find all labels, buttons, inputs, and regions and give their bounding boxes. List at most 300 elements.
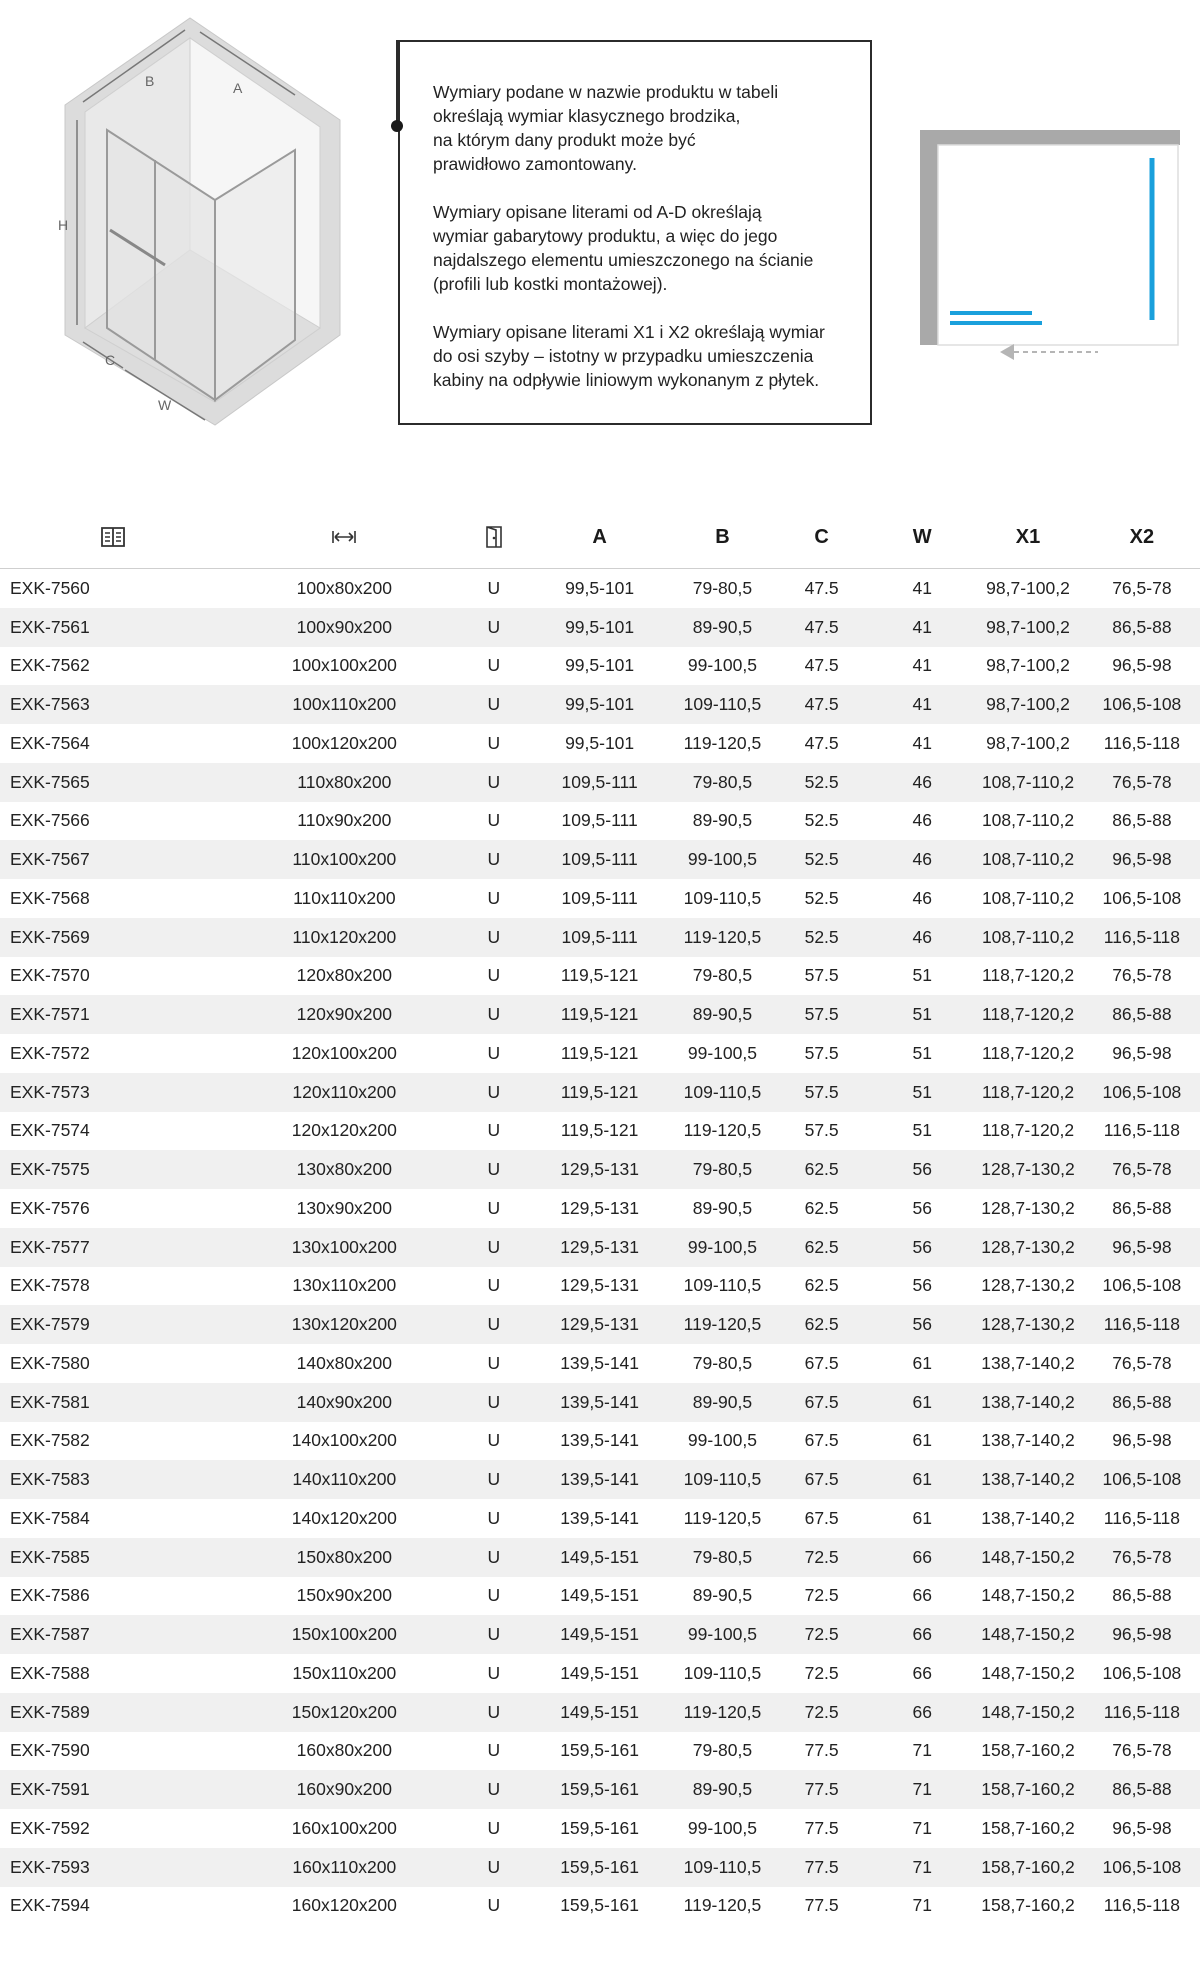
dimension-c-cell: 67.5 — [804, 1507, 839, 1528]
table-row — [0, 608, 1200, 647]
dimension-w-cell: 66 — [912, 1662, 932, 1683]
dimension-x2-cell: 86,5-88 — [1112, 810, 1172, 831]
shower-tray-size-cell: 160x100x200 — [291, 1817, 397, 1838]
note-accent-bar — [396, 40, 400, 125]
dimension-b-cell: 79-80,5 — [674, 1150, 771, 1189]
dimension-b-cell: 109-110,5 — [674, 685, 771, 724]
door-type-cell: U — [462, 1383, 525, 1422]
shower-tray-size-cell: 100x90x200 — [227, 608, 463, 647]
dimension-x1-cell: 118,7-120,2 — [972, 1073, 1084, 1112]
shower-tray-size-cell: 120x80x200 — [296, 965, 393, 986]
dimension-x1-cell: 108,7-110,2 — [972, 763, 1084, 802]
dimension-x2-cell: 86,5-88 — [1112, 1197, 1172, 1218]
dimension-x1-cell: 118,7-120,2 — [981, 1042, 1075, 1063]
shower-tray-size-cell: 130x80x200 — [227, 1150, 463, 1189]
product-code-cell: EXK-7589 — [0, 1693, 227, 1732]
table-row — [0, 1460, 1200, 1499]
dimension-c-cell: 77.5 — [804, 1895, 839, 1916]
door-type-cell: U — [487, 1042, 501, 1063]
shower-tray-size-cell: 120x120x200 — [291, 1120, 397, 1141]
shower-tray-size-cell: 160x80x200 — [296, 1740, 393, 1761]
label-c: C — [105, 352, 116, 368]
table-row — [0, 1383, 1200, 1422]
door-type-cell: U — [462, 763, 525, 802]
table-row — [0, 1887, 1200, 1926]
dimension-x1-cell: 128,7-130,2 — [972, 1150, 1084, 1189]
header-a: A — [525, 506, 673, 569]
shower-tray-size-cell: 110x120x200 — [227, 918, 463, 957]
door-type-cell: U — [462, 918, 525, 957]
product-code-cell: EXK-7586 — [10, 1585, 90, 1606]
dimension-a-cell: 159,5-161 — [525, 1848, 673, 1887]
product-code-cell: EXK-7561 — [0, 608, 227, 647]
door-type-cell: U — [487, 732, 501, 753]
dimension-w-cell: 66 — [872, 1538, 972, 1577]
dimension-x1-cell: 98,7-100,2 — [986, 655, 1070, 676]
dimension-x2-cell: 106,5-108 — [1084, 1460, 1200, 1499]
table-row — [0, 1189, 1200, 1228]
product-code-cell: EXK-7572 — [10, 1042, 90, 1063]
dimension-a-cell: 119,5-121 — [525, 995, 673, 1034]
dimension-c-cell: 57.5 — [804, 1120, 839, 1141]
dimension-w-cell: 51 — [912, 1042, 932, 1063]
shower-tray-size-cell: 140x90x200 — [227, 1383, 463, 1422]
dimension-a-cell: 139,5-141 — [560, 1430, 640, 1451]
dimension-x1-cell: 148,7-150,2 — [972, 1615, 1084, 1654]
shower-tray-size-cell: 140x80x200 — [296, 1352, 393, 1373]
dimension-b-cell: 79-80,5 — [692, 1352, 753, 1373]
product-code-cell: EXK-7569 — [0, 918, 227, 957]
dimension-b-cell: 79-80,5 — [692, 965, 753, 986]
dimension-x2-cell: 96,5-98 — [1112, 1042, 1172, 1063]
product-code-cell: EXK-7560 — [10, 577, 90, 598]
dimension-w-cell: 56 — [872, 1150, 972, 1189]
shower-tray-size-cell: 130x100x200 — [227, 1228, 463, 1267]
dimension-x2-cell: 86,5-88 — [1112, 1585, 1172, 1606]
dimension-x2-cell: 86,5-88 — [1084, 1383, 1200, 1422]
dimension-w-cell: 46 — [872, 840, 972, 879]
table-row — [0, 1577, 1200, 1616]
dimension-x1-cell: 128,7-130,2 — [981, 1275, 1075, 1296]
note-paragraph-2: Wymiary opisane literami od A-D określają wymiar gabarytowy produktu, a więc do jego najdalszego elementu umieszczonego na ścianie (profili lub kostki montażowej). — [433, 202, 814, 294]
product-code-cell: EXK-7594 — [10, 1895, 90, 1916]
dimension-c-cell: 57.5 — [804, 1042, 839, 1063]
table-row — [0, 1693, 1200, 1732]
dimension-x1-cell: 98,7-100,2 — [972, 685, 1084, 724]
dimension-x2-cell: 76,5-78 — [1084, 1150, 1200, 1189]
shower-tray-size-cell: 140x110x200 — [227, 1460, 463, 1499]
door-type-cell: U — [487, 965, 501, 986]
dimension-c-cell: 47.5 — [804, 732, 839, 753]
dimension-x1-cell: 128,7-130,2 — [972, 1228, 1084, 1267]
dimension-c-cell: 77.5 — [771, 1770, 872, 1809]
product-code-cell: EXK-7585 — [0, 1538, 227, 1577]
door-type-cell: U — [487, 1895, 501, 1916]
plan-view-diagram — [920, 130, 1180, 370]
dimension-b-cell: 99-100,5 — [687, 655, 757, 676]
door-type-cell: U — [462, 995, 525, 1034]
dimension-a-cell: 159,5-161 — [525, 1770, 673, 1809]
product-code-cell: EXK-7574 — [10, 1120, 90, 1141]
dimension-x2-cell: 86,5-88 — [1084, 1770, 1200, 1809]
shower-tray-size-cell: 100x110x200 — [227, 685, 463, 724]
table-body — [0, 569, 1200, 1926]
shower-tray-size-cell: 100x120x200 — [291, 732, 397, 753]
dimension-a-cell: 139,5-141 — [525, 1383, 673, 1422]
dimension-b-cell: 99-100,5 — [687, 1430, 757, 1451]
dimension-b-cell: 89-90,5 — [674, 1383, 771, 1422]
dimension-a-cell: 109,5-111 — [525, 840, 673, 879]
dimension-w-cell: 41 — [912, 577, 932, 598]
shower-tray-size-cell: 150x100x200 — [227, 1615, 463, 1654]
product-code-cell: EXK-7577 — [0, 1228, 227, 1267]
shower-tray-size-cell: 110x90x200 — [297, 810, 392, 831]
dimension-x2-cell: 96,5-98 — [1112, 1817, 1172, 1838]
product-code-cell: EXK-7583 — [0, 1460, 227, 1499]
dimension-x2-cell: 76,5-78 — [1112, 577, 1172, 598]
shower-tray-size-cell: 140x120x200 — [291, 1507, 397, 1528]
table-row — [0, 840, 1200, 879]
table-row — [0, 1305, 1200, 1344]
dimension-a-cell: 149,5-151 — [525, 1538, 673, 1577]
dimension-c-cell: 52.5 — [804, 810, 839, 831]
table-row — [0, 957, 1200, 996]
note-paragraph-1: Wymiary podane w nazwie produktu w tabeli określają wymiar klasycznego brodzika, na którym dany produkt może być prawidłowo zamontowany. — [433, 82, 779, 174]
product-code-cell: EXK-7592 — [10, 1817, 90, 1838]
dimension-x2-cell: 76,5-78 — [1084, 1538, 1200, 1577]
shower-tray-size-cell: 130x110x200 — [292, 1275, 397, 1296]
dimension-c-cell: 47.5 — [771, 608, 872, 647]
dimension-x1-cell: 108,7-110,2 — [981, 810, 1075, 831]
dimension-x1-cell: 138,7-140,2 — [972, 1460, 1084, 1499]
dimension-a-cell: 149,5-151 — [525, 1615, 673, 1654]
door-type-cell: U — [462, 1693, 525, 1732]
door-type-cell: U — [462, 1150, 525, 1189]
dimension-x1-cell: 138,7-140,2 — [981, 1352, 1075, 1373]
dimension-c-cell: 67.5 — [804, 1430, 839, 1451]
dimension-a-cell: 109,5-111 — [525, 918, 673, 957]
dimension-c-cell: 77.5 — [804, 1817, 839, 1838]
dimension-a-cell: 129,5-131 — [525, 1150, 673, 1189]
dimension-x1-cell: 108,7-110,2 — [981, 887, 1075, 908]
product-code-cell: EXK-7593 — [0, 1848, 227, 1887]
dimension-x2-cell: 106,5-108 — [1084, 685, 1200, 724]
shower-tray-size-cell: 110x80x200 — [227, 763, 463, 802]
dimension-w-cell: 61 — [912, 1352, 932, 1373]
door-icon — [484, 525, 504, 549]
label-w: W — [158, 397, 172, 413]
table-row — [0, 1809, 1200, 1848]
dimension-a-cell: 119,5-121 — [560, 965, 639, 986]
product-code-cell: EXK-7575 — [0, 1150, 227, 1189]
dimension-c-cell: 67.5 — [771, 1460, 872, 1499]
door-type-cell: U — [487, 887, 501, 908]
dimension-x1-cell: 128,7-130,2 — [981, 1197, 1075, 1218]
dimension-c-cell: 72.5 — [771, 1538, 872, 1577]
dimension-x2-cell: 116,5-118 — [1103, 1507, 1180, 1528]
dimension-x1-cell: 158,7-160,2 — [981, 1740, 1075, 1761]
dimension-b-cell: 109-110,5 — [683, 1275, 762, 1296]
dimension-x2-cell: 116,5-118 — [1084, 1305, 1200, 1344]
dimension-a-cell: 129,5-131 — [560, 1275, 640, 1296]
dimension-w-cell: 71 — [912, 1740, 932, 1761]
dimension-b-cell: 79-80,5 — [674, 763, 771, 802]
dimensions-note — [398, 40, 872, 425]
dimension-x1-cell: 148,7-150,2 — [972, 1538, 1084, 1577]
shower-tray-size-cell: 100x80x200 — [296, 577, 393, 598]
door-type-cell: U — [487, 810, 501, 831]
dimension-b-cell: 99-100,5 — [687, 1817, 757, 1838]
dimension-b-cell: 89-90,5 — [692, 810, 753, 831]
dimension-x2-cell: 96,5-98 — [1112, 655, 1172, 676]
door-type-cell: U — [462, 840, 525, 879]
dimension-x1-cell: 138,7-140,2 — [972, 1383, 1084, 1422]
dimension-b-cell: 79-80,5 — [674, 1538, 771, 1577]
dimension-x2-cell: 106,5-108 — [1102, 887, 1182, 908]
door-type-cell: U — [462, 1538, 525, 1577]
table-row — [0, 569, 1200, 608]
dimension-w-cell: 71 — [872, 1848, 972, 1887]
dimension-x2-cell: 96,5-98 — [1112, 1430, 1172, 1451]
dimension-x2-cell: 116,5-118 — [1103, 732, 1180, 753]
door-type-cell: U — [462, 1615, 525, 1654]
dimension-x2-cell: 106,5-108 — [1102, 1275, 1182, 1296]
dimension-x1-cell: 108,7-110,2 — [972, 918, 1084, 957]
dimension-x1-cell: 98,7-100,2 — [986, 577, 1070, 598]
shower-tray-size-cell: 150x110x200 — [292, 1662, 397, 1683]
dimension-w-cell: 46 — [872, 918, 972, 957]
dimension-w-cell: 56 — [872, 1228, 972, 1267]
table-row — [0, 1073, 1200, 1112]
dimension-a-cell: 119,5-121 — [560, 1120, 639, 1141]
door-type-cell: U — [487, 577, 501, 598]
dimension-a-cell: 99,5-101 — [525, 608, 673, 647]
dimension-w-cell: 51 — [912, 1120, 932, 1141]
dimension-w-cell: 71 — [912, 1895, 932, 1916]
dimension-b-cell: 119-120,5 — [674, 1693, 771, 1732]
header-size — [227, 506, 463, 569]
note-bullet-dot — [391, 120, 403, 132]
dimension-a-cell: 139,5-141 — [560, 1352, 640, 1373]
header-catalog — [0, 506, 227, 569]
dimension-x2-cell: 106,5-108 — [1084, 1848, 1200, 1887]
dimension-x2-cell: 76,5-78 — [1112, 965, 1172, 986]
dimension-x2-cell: 86,5-88 — [1084, 608, 1200, 647]
dimension-x2-cell: 116,5-118 — [1084, 1693, 1200, 1732]
header-x1: X1 — [972, 506, 1084, 569]
door-type-cell: U — [487, 1740, 501, 1761]
table-row — [0, 1034, 1200, 1073]
dimension-w-cell: 71 — [912, 1817, 932, 1838]
top-section — [0, 0, 1200, 500]
door-type-cell: U — [462, 608, 525, 647]
header-c: C — [771, 506, 872, 569]
dimension-a-cell: 99,5-101 — [565, 655, 635, 676]
door-type-cell: U — [487, 655, 501, 676]
dimension-w-cell: 61 — [912, 1430, 932, 1451]
dimension-w-cell: 41 — [912, 655, 932, 676]
dimension-b-cell: 99-100,5 — [674, 1228, 771, 1267]
dimension-x1-cell: 98,7-100,2 — [986, 732, 1070, 753]
dimension-x1-cell: 158,7-160,2 — [972, 1770, 1084, 1809]
dimension-a-cell: 159,5-161 — [560, 1740, 640, 1761]
shower-tray-size-cell: 160x110x200 — [227, 1848, 463, 1887]
dimension-x2-cell: 96,5-98 — [1084, 1228, 1200, 1267]
label-a: A — [233, 80, 243, 96]
product-code-cell: EXK-7580 — [10, 1352, 90, 1373]
dimension-x1-cell: 148,7-150,2 — [981, 1585, 1075, 1606]
product-code-cell: EXK-7591 — [0, 1770, 227, 1809]
header-w: W — [872, 506, 972, 569]
dimension-c-cell: 67.5 — [771, 1383, 872, 1422]
table-row — [0, 1422, 1200, 1461]
dimension-x1-cell: 148,7-150,2 — [981, 1662, 1075, 1683]
product-code-cell: EXK-7588 — [10, 1662, 90, 1683]
product-code-cell: EXK-7568 — [10, 887, 90, 908]
table-row — [0, 724, 1200, 763]
dimension-b-cell: 99-100,5 — [674, 840, 771, 879]
door-type-cell: U — [487, 1662, 501, 1683]
product-code-cell: EXK-7562 — [10, 655, 90, 676]
width-arrows-icon — [331, 529, 357, 545]
dimension-a-cell: 149,5-151 — [560, 1585, 640, 1606]
dimension-a-cell: 119,5-121 — [525, 1073, 673, 1112]
shower-tray-size-cell: 120x110x200 — [227, 1073, 463, 1112]
dimension-b-cell: 89-90,5 — [692, 1197, 753, 1218]
dimension-x1-cell: 98,7-100,2 — [972, 608, 1084, 647]
dimension-w-cell: 56 — [912, 1275, 932, 1296]
dimension-b-cell: 89-90,5 — [674, 995, 771, 1034]
label-b: B — [145, 73, 155, 89]
dimension-c-cell: 72.5 — [771, 1615, 872, 1654]
dimension-w-cell: 56 — [872, 1305, 972, 1344]
dimension-b-cell: 109-110,5 — [674, 1460, 771, 1499]
dimension-b-cell: 119-120,5 — [683, 732, 762, 753]
dimension-c-cell: 77.5 — [804, 1740, 839, 1761]
dimension-w-cell: 46 — [872, 763, 972, 802]
dimension-c-cell: 52.5 — [804, 887, 839, 908]
door-type-cell: U — [487, 1352, 501, 1373]
header-door — [462, 506, 525, 569]
product-code-cell: EXK-7576 — [10, 1197, 90, 1218]
product-code-cell: EXK-7582 — [10, 1430, 90, 1451]
dimension-b-cell: 89-90,5 — [692, 1585, 753, 1606]
dimension-b-cell: 119-120,5 — [674, 918, 771, 957]
dimension-c-cell: 52.5 — [771, 763, 872, 802]
dimension-c-cell: 52.5 — [771, 918, 872, 957]
product-code-cell: EXK-7563 — [0, 685, 227, 724]
dimension-x2-cell: 76,5-78 — [1084, 763, 1200, 802]
dimension-a-cell: 149,5-151 — [560, 1662, 640, 1683]
dimension-c-cell: 52.5 — [771, 840, 872, 879]
table-row — [0, 1654, 1200, 1693]
dimension-c-cell: 57.5 — [804, 965, 839, 986]
door-type-cell: U — [487, 1120, 501, 1141]
dimension-x1-cell: 158,7-160,2 — [972, 1848, 1084, 1887]
dimension-w-cell: 71 — [872, 1770, 972, 1809]
dimension-x2-cell: 86,5-88 — [1084, 995, 1200, 1034]
dimension-a-cell: 119,5-121 — [560, 1042, 639, 1063]
dimension-c-cell: 47.5 — [804, 577, 839, 598]
dimension-x1-cell: 128,7-130,2 — [972, 1305, 1084, 1344]
dimension-c-cell: 47.5 — [804, 655, 839, 676]
table-row — [0, 1344, 1200, 1383]
shower-tray-size-cell: 160x120x200 — [291, 1895, 397, 1916]
dimension-w-cell: 46 — [912, 887, 932, 908]
dimension-b-cell: 79-80,5 — [692, 577, 753, 598]
table-row — [0, 1848, 1200, 1887]
table-row — [0, 685, 1200, 724]
door-type-cell: U — [487, 1817, 501, 1838]
table-row — [0, 1228, 1200, 1267]
product-code-cell: EXK-7573 — [0, 1073, 227, 1112]
dimension-x2-cell: 116,5-118 — [1084, 918, 1200, 957]
product-code-cell: EXK-7567 — [0, 840, 227, 879]
dimension-w-cell: 61 — [872, 1460, 972, 1499]
dimension-c-cell: 57.5 — [771, 995, 872, 1034]
shower-tray-size-cell: 140x100x200 — [291, 1430, 397, 1451]
dimension-a-cell: 159,5-161 — [560, 1895, 640, 1916]
dimension-a-cell: 99,5-101 — [565, 732, 635, 753]
dimension-w-cell: 51 — [872, 995, 972, 1034]
product-code-cell: EXK-7564 — [10, 732, 90, 753]
product-dimensions-table — [0, 506, 1200, 1925]
door-type-cell: U — [462, 1073, 525, 1112]
dimension-x2-cell: 76,5-78 — [1112, 1352, 1172, 1373]
shower-tray-size-cell: 160x90x200 — [227, 1770, 463, 1809]
dimension-x1-cell: 108,7-110,2 — [972, 840, 1084, 879]
dimension-a-cell: 139,5-141 — [560, 1507, 640, 1528]
shower-tray-size-cell: 110x110x200 — [293, 887, 396, 908]
product-code-cell: EXK-7579 — [0, 1305, 227, 1344]
product-code-cell: EXK-7581 — [0, 1383, 227, 1422]
dimension-w-cell: 66 — [912, 1585, 932, 1606]
dimension-x1-cell: 118,7-120,2 — [972, 995, 1084, 1034]
dimension-x2-cell: 96,5-98 — [1084, 840, 1200, 879]
dimension-c-cell: 77.5 — [771, 1848, 872, 1887]
dimension-c-cell: 62.5 — [804, 1275, 839, 1296]
dimension-c-cell: 62.5 — [771, 1150, 872, 1189]
table-row — [0, 1499, 1200, 1538]
door-type-cell: U — [487, 1430, 501, 1451]
product-code-cell: EXK-7584 — [10, 1507, 90, 1528]
dimension-w-cell: 46 — [912, 810, 932, 831]
dimension-a-cell: 159,5-161 — [560, 1817, 640, 1838]
dimension-c-cell: 57.5 — [771, 1073, 872, 1112]
table-row — [0, 763, 1200, 802]
shower-tray-size-cell: 100x100x200 — [291, 655, 397, 676]
dimension-a-cell: 129,5-131 — [525, 1305, 673, 1344]
dimension-w-cell: 61 — [872, 1383, 972, 1422]
product-code-cell: EXK-7566 — [10, 810, 90, 831]
table-row — [0, 1267, 1200, 1306]
door-type-cell: U — [487, 1507, 501, 1528]
shower-tray-size-cell: 150x80x200 — [227, 1538, 463, 1577]
dimension-w-cell: 41 — [872, 608, 972, 647]
table-row — [0, 918, 1200, 957]
dimension-x2-cell: 106,5-108 — [1102, 1662, 1182, 1683]
dimension-a-cell: 139,5-141 — [525, 1460, 673, 1499]
dimension-x2-cell: 116,5-118 — [1103, 1120, 1180, 1141]
dimension-c-cell: 47.5 — [771, 685, 872, 724]
dimension-c-cell: 72.5 — [804, 1662, 839, 1683]
dimension-w-cell: 56 — [912, 1197, 932, 1218]
dimension-b-cell: 119-120,5 — [683, 1507, 762, 1528]
dimension-x1-cell: 158,7-160,2 — [981, 1817, 1075, 1838]
door-type-cell: U — [487, 1275, 501, 1296]
shower-enclosure-diagram — [55, 10, 355, 460]
table-row — [0, 1112, 1200, 1151]
